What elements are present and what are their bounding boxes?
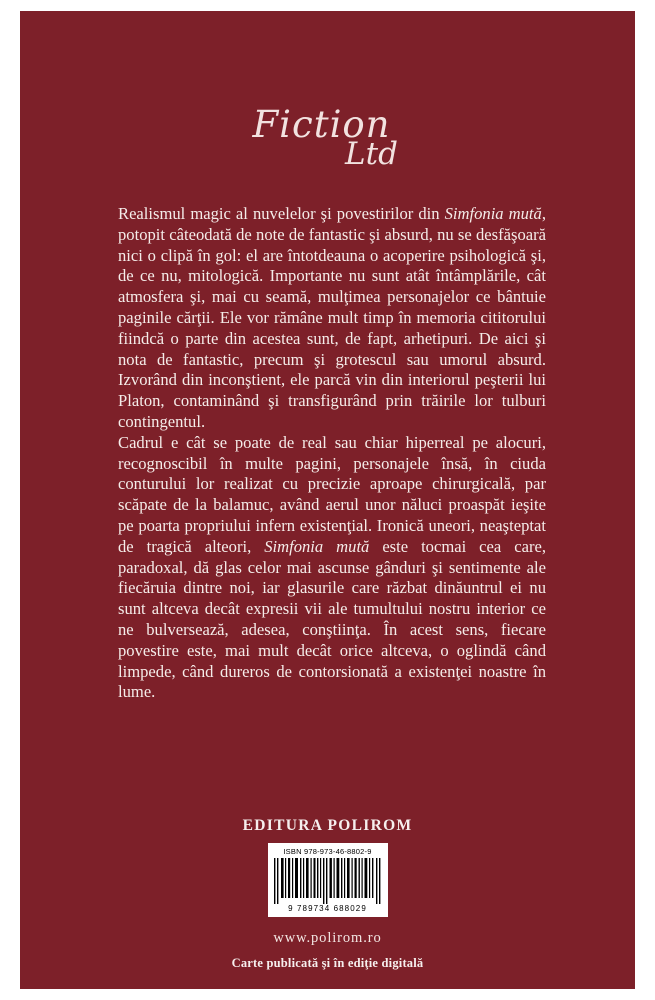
- isbn-label: ISBN 978-973-46-8802-9: [283, 847, 372, 856]
- cover-footer: [20, 817, 635, 989]
- isbn-barcode-block: [268, 843, 388, 917]
- publisher-website: www.polirom.ro: [273, 930, 382, 946]
- imprint-logo-fiction: Fiction: [252, 103, 391, 146]
- book-back-cover: [20, 11, 635, 989]
- barcode-digits: 9 789734 688029: [288, 904, 367, 913]
- blurb-paragraph-1: Realismul magic al nuvelelor şi povestirilor din Simfonia mută, potopit câteodată de note de fantastic şi absurd, nu se desfăşoară nici o clipă în gol: el are întotdeauna o acoperire psihologică şi, de ce nu, mitologică. Importante nu sunt atât întâmplările, cât atmosfera şi, mai cu seamă, mulţimea personajelor ce bântuie paginile cărţii. Ele vor rămâne mult timp în memoria cititorului fiindcă o parte din acestea sunt, de fapt, arhetipuri. De aici şi nota de fantastic, precum şi grotescul sau umorul absurd. Izvorând din inconştient, ele parcă vin din interiorul peşterii lui Platon, contaminând şi transfigurând prin trăirile lor tulburi contingentul.: [118, 204, 546, 431]
- publisher-name: EDITURA POLIROM: [242, 817, 413, 834]
- back-cover-blurb: [118, 204, 546, 703]
- blurb-paragraph-2: Cadrul e cât se poate de real sau chiar hiperreal pe alocuri, recognoscibil în multe pagini, personajele însă, în ciuda conturului lor realizat cu precizie aproape chirurgicală, par scăpate de la balamuc, având aerul unor năluci proaspăt ieşite pe poarta propriului infern existenţial. Ironică uneori, neaşteptat de tragică alteori, Simfonia mută este tocmai cea care, paradoxal, dă glas celor mai ascunse gânduri şi sentimente ale fiecăruia dintre noi, iar glasurile care răzbat dinăuntrul ei nu sunt altceva decât expresii vii ale tumultului nostru interior ce ne bulversează, adesea, conştiinţa. În acest sens, fiecare povestire este, mai mult decât orice altceva, o oglindă când limpede, când dureros de contorsionată a existenţei noastre în lume.: [118, 432, 546, 702]
- digital-edition-note: Carte publicată şi în ediţie digitală: [231, 956, 424, 970]
- imprint-logo-ltd: Ltd: [345, 136, 398, 172]
- barcode-icon: [272, 858, 384, 904]
- imprint-logo: [20, 103, 635, 174]
